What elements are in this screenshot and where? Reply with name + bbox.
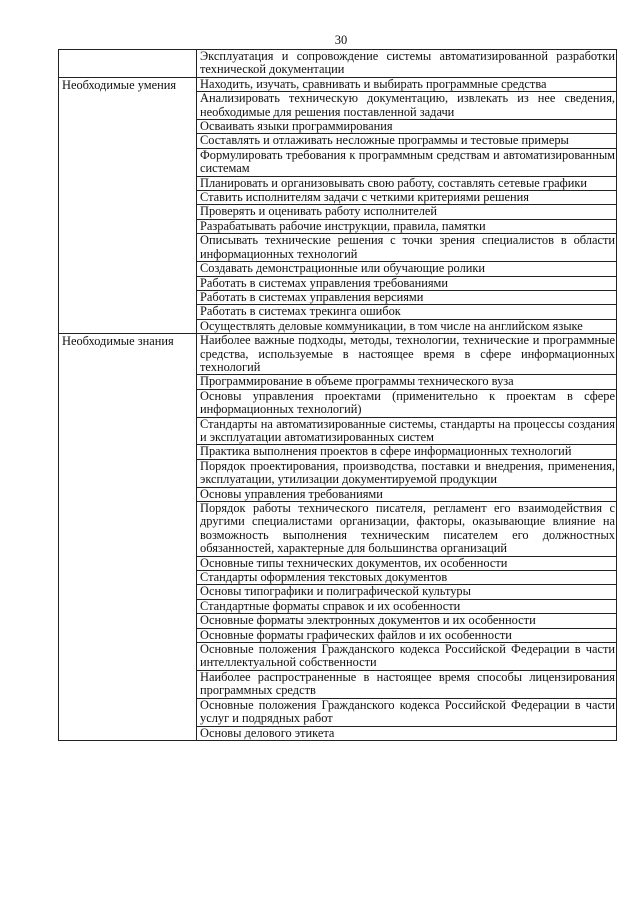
item-cell: Основные форматы электронных документов и их особенности (197, 614, 617, 628)
item-cell: Эксплуатация и сопровождение системы автоматизированной разработки технической документации (197, 50, 617, 78)
item-cell: Осваивать языки программирования (197, 120, 617, 134)
item-cell: Формулировать требования к программным средствам и автоматизированным системам (197, 148, 617, 176)
item-cell: Наиболее распространенные в настоящее время способы лицензирования программных средств (197, 670, 617, 698)
item-cell: Планировать и организовывать свою работу, составлять сетевые графики (197, 176, 617, 190)
competency-table-body (59, 50, 617, 741)
item-cell: Порядок проектирования, производства, поставки и внедрения, применения, эксплуатации, утилизации документируемой продукции (197, 459, 617, 487)
item-cell: Создавать демонстрационные или обучающие ролики (197, 262, 617, 276)
item-cell: Ставить исполнителям задачи с четкими критериями решения (197, 191, 617, 205)
item-cell: Порядок работы технического писателя, регламент его взаимодействия с другими специалистами организации, факторы, оказывающие влияние на возможность выполнения техническим писателем его должностных обязанностей, характерные для большинства организаций (197, 502, 617, 557)
item-cell: Основы управления требованиями (197, 487, 617, 501)
item-cell: Составлять и отлаживать несложные программы и тестовые примеры (197, 134, 617, 148)
category-cell: Необходимые знания (59, 334, 197, 741)
item-cell: Основные положения Гражданского кодекса Российской Федерации в части услуг и подрядных работ (197, 698, 617, 726)
item-cell: Основы делового этикета (197, 726, 617, 740)
item-cell: Наиболее важные подходы, методы, технологии, технические и программные средства, используемые в настоящее время в сфере информационных технологий (197, 334, 617, 375)
item-cell: Анализировать техническую документацию, извлекать из нее сведения, необходимые для решения поставленной задачи (197, 92, 617, 120)
item-cell: Основные типы технических документов, их особенности (197, 556, 617, 570)
item-cell: Стандарты на автоматизированные системы, стандарты на процессы создания и эксплуатации автоматизированных систем (197, 417, 617, 445)
item-cell: Работать в системах управления требованиями (197, 276, 617, 290)
table-row (59, 77, 617, 91)
item-cell: Основы управления проектами (применительно к проектам в сфере информационных технологий) (197, 389, 617, 417)
item-cell: Стандартные форматы справок и их особенности (197, 599, 617, 613)
item-cell: Стандарты оформления текстовых документов (197, 571, 617, 585)
item-cell: Разрабатывать рабочие инструкции, правила, памятки (197, 219, 617, 233)
item-cell: Находить, изучать, сравнивать и выбирать программные средства (197, 77, 617, 91)
item-cell: Основы типографики и полиграфической культуры (197, 585, 617, 599)
competency-table (58, 49, 617, 741)
item-cell: Программирование в объеме программы технического вуза (197, 375, 617, 389)
table-row (59, 334, 617, 375)
table-row (59, 50, 617, 78)
item-cell: Осуществлять деловые коммуникации, в том числе на английском языке (197, 319, 617, 333)
item-cell: Практика выполнения проектов в сфере информационных технологий (197, 445, 617, 459)
page-number: 30 (334, 33, 348, 47)
category-cell (59, 50, 197, 78)
item-cell: Описывать технические решения с точки зрения специалистов в области информационных технологий (197, 234, 617, 262)
item-cell: Проверять и оценивать работу исполнителей (197, 205, 617, 219)
item-cell: Работать в системах трекинга ошибок (197, 305, 617, 319)
item-cell: Работать в системах управления версиями (197, 290, 617, 304)
item-cell: Основные положения Гражданского кодекса Российской Федерации в части интеллектуальной собственности (197, 643, 617, 671)
category-cell: Необходимые умения (59, 77, 197, 333)
item-cell: Основные форматы графических файлов и их особенности (197, 628, 617, 642)
